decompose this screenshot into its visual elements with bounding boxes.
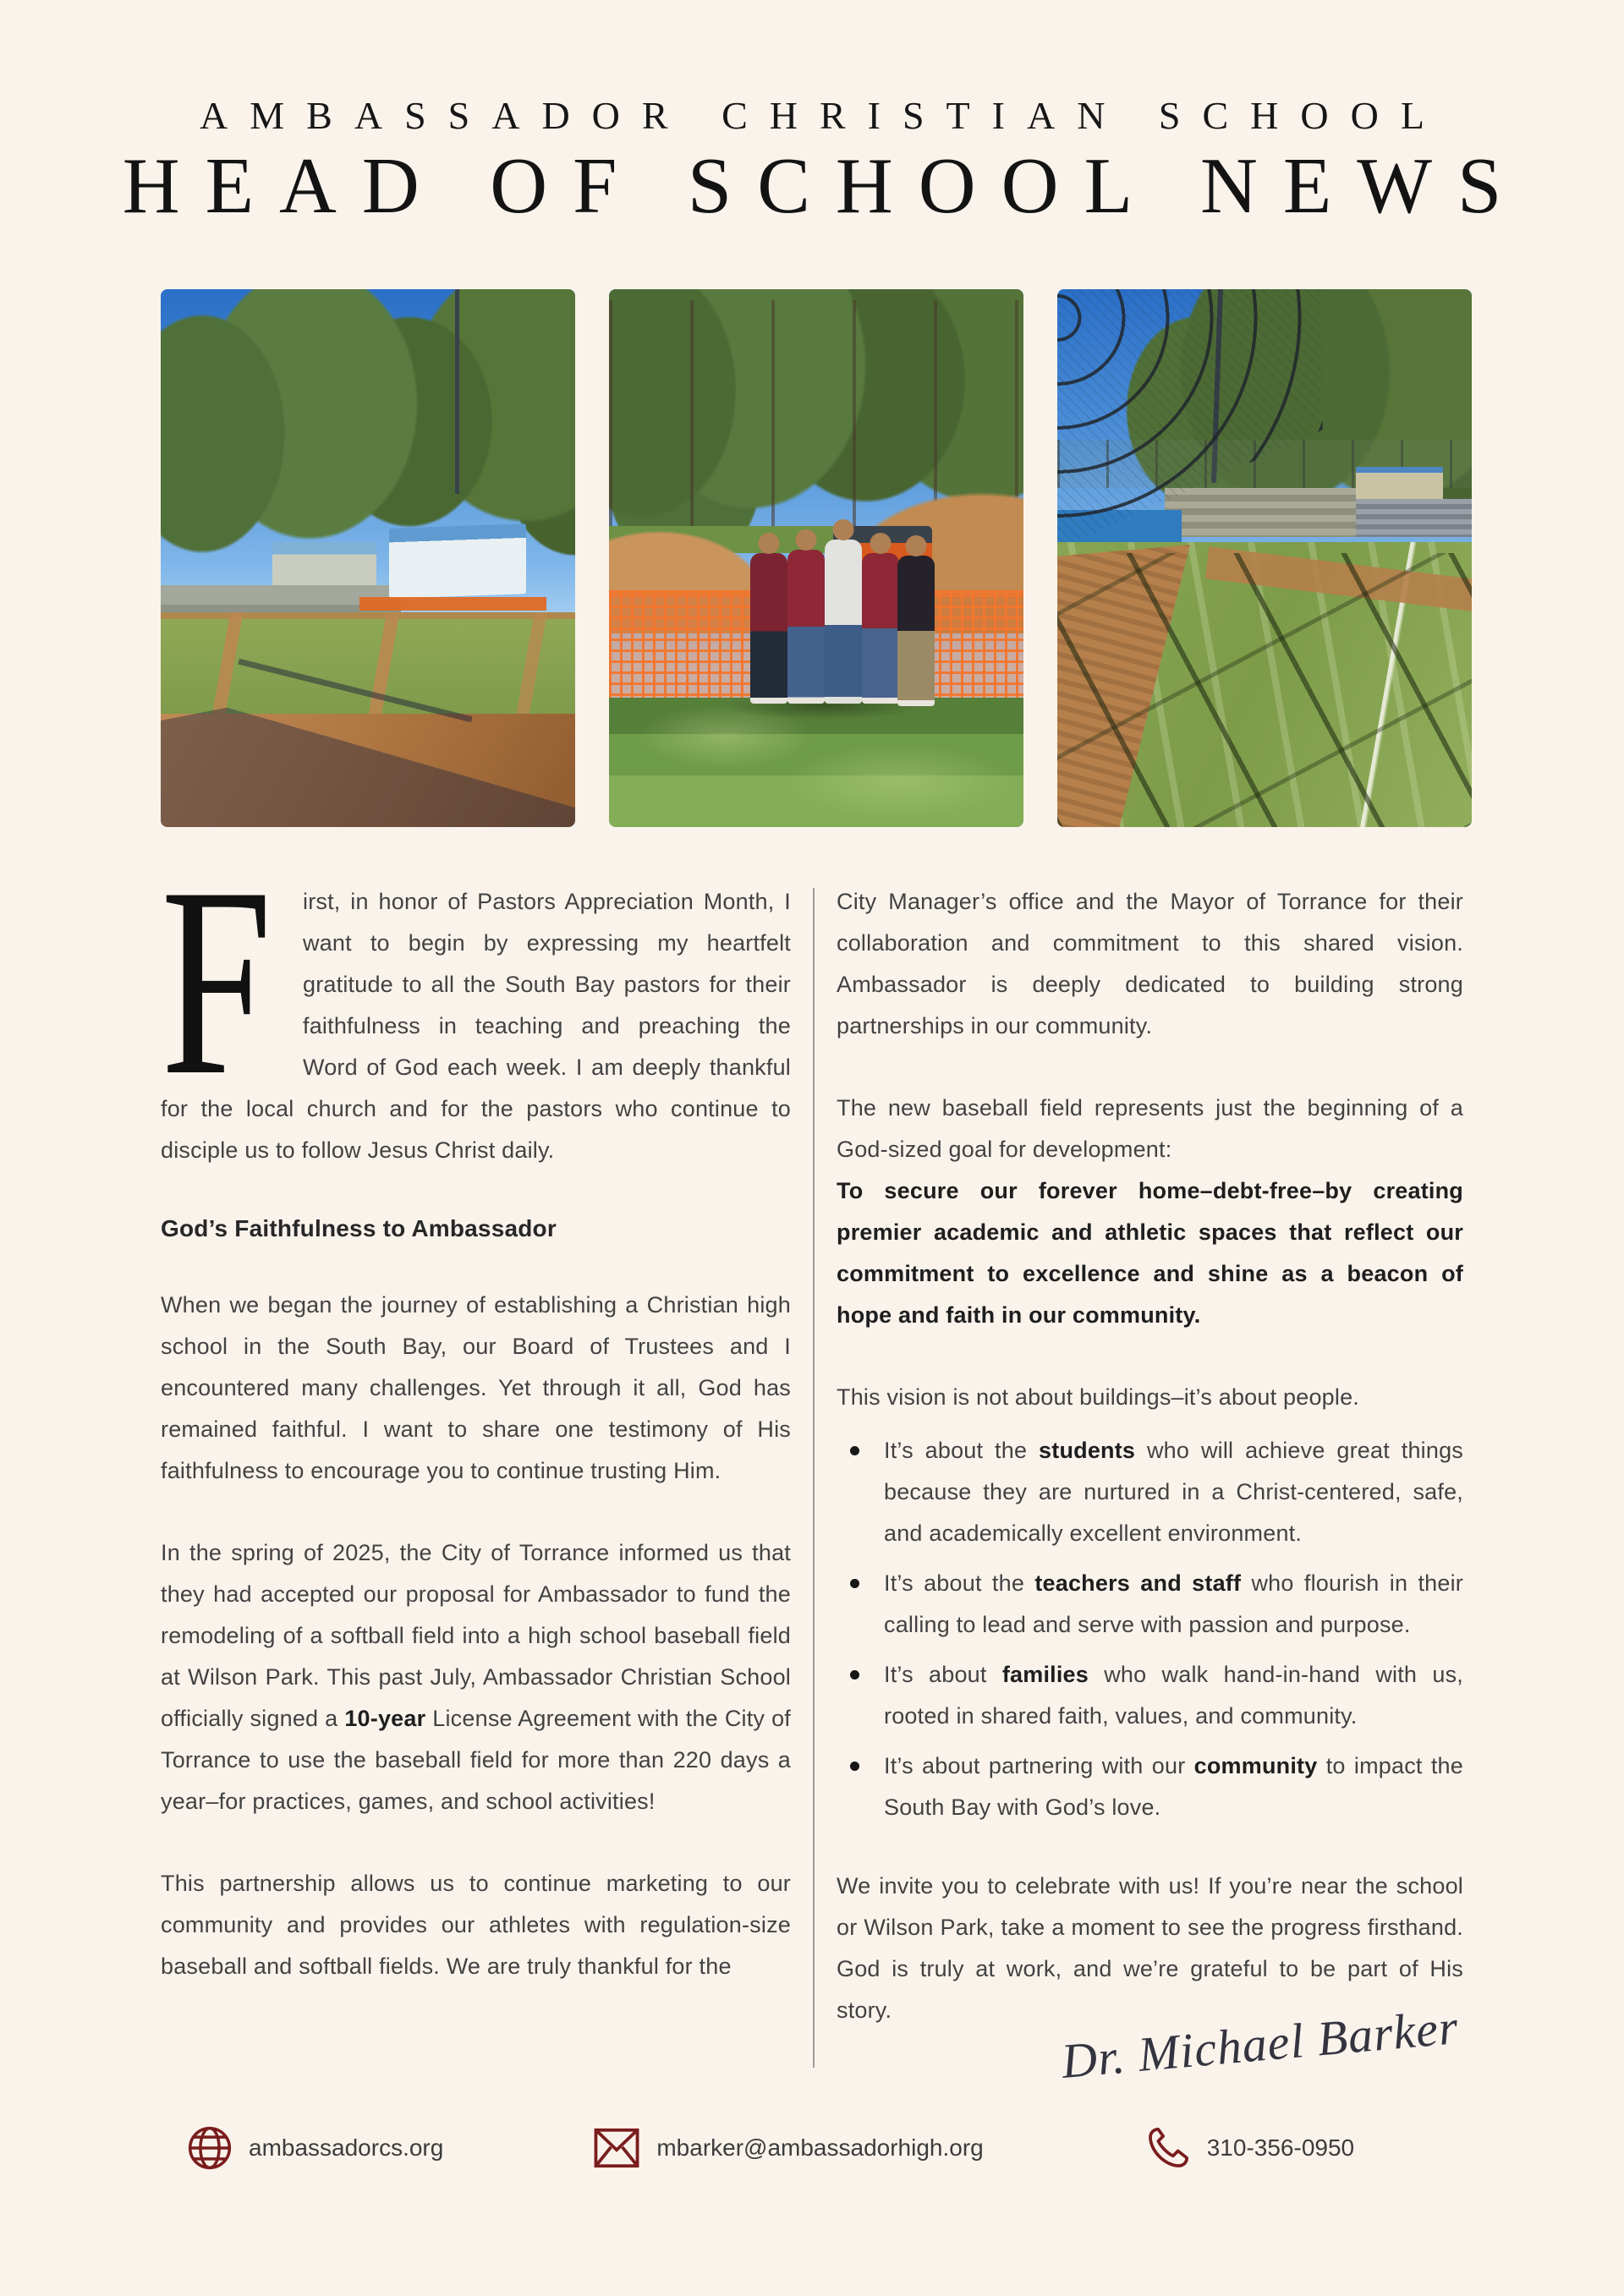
list-item-students (837, 1430, 1463, 1554)
dugout-structure (272, 542, 376, 585)
bullet-text: It’s about the (884, 1438, 1040, 1463)
bullet-bold: families (1001, 1662, 1089, 1687)
sod-field (161, 612, 575, 726)
bullet-text: It’s about the (884, 1570, 1035, 1596)
photo-baseline-sod (1057, 289, 1472, 827)
phone-icon (1144, 2124, 1192, 2172)
list-item-families (837, 1654, 1463, 1737)
person-1 (750, 553, 787, 704)
agreement-text-post: License Agreement with the City of Torrance to use the baseball field for more than 220 days a year–for practices, games, and school activities! (161, 1706, 791, 1814)
section-heading: God’s Faithfulness to Ambassador (161, 1215, 557, 1241)
bullet-bold: teachers and staff (1034, 1570, 1242, 1596)
paragraph-invite: We invite you to celebrate with us! If you’re near the school or Wilson Park, take a moment to see the progress firsthand. God is truly at work, and we’re grateful to be part of His story. (837, 1873, 1463, 2023)
paragraph-city: City Manager’s office and the Mayor of Torrance for their collaboration and commitment to this shared vision. Ambassador is deeply dedicated to building strong partnerships in our community. (837, 889, 1463, 1038)
right-column (837, 881, 1463, 2089)
bullet-bold: students (1039, 1438, 1136, 1463)
phone-link[interactable] (1144, 2124, 1354, 2172)
school-name: AMBASSADOR CHRISTIAN SCHOOL (200, 94, 1446, 137)
concrete-bleachers (1165, 488, 1355, 536)
envelope-icon (592, 2126, 641, 2170)
metal-bleachers (1356, 499, 1472, 537)
fence-shadows (1057, 553, 1472, 827)
orange-construction-fence (359, 597, 546, 611)
newsletter-header (0, 0, 1624, 230)
signature: Dr. Michael Barker (1059, 1999, 1461, 2089)
person-3 (825, 540, 862, 704)
person-4 (862, 553, 899, 704)
paragraph-journey: When we began the journey of establishing a Christian high school in the South Bay, our Board of Trustees and I encountered many challenges. Yet through it all, God has remained faithful. I want to share one testimony of His faithfulness to encourage you to continue trusting Him. (161, 1292, 791, 1483)
bullet-text: It’s about partnering with our (884, 1753, 1194, 1778)
article-body (161, 832, 1463, 2089)
phone-text: 310-356-0950 (1206, 2134, 1355, 2161)
paragraph-intro (161, 832, 791, 1171)
email-text: mbarker@ambassadorhigh.org (656, 2134, 984, 2161)
paragraph-goal-lead: The new baseball field represents just the beginning of a God-sized goal for development: (837, 1095, 1463, 1162)
photo-team-group (609, 289, 1023, 827)
list-item-community (837, 1745, 1463, 1828)
column-divider (813, 888, 815, 2068)
website-text: ambassadorcs.org (249, 2134, 444, 2161)
bullet-text: who will achieve great things because they are nurtured in a Christ-centered, safe, and academically excellent environment. (884, 1438, 1463, 1546)
paragraph-partnership: This partnership allows us to continue marketing to our community and provides our athletes with regulation-size baseball and softball fields. We are truly thankful for the (161, 1871, 791, 1979)
light-pole (455, 289, 459, 494)
agreement-text-pre: In the spring of 2025, the City of Torrance informed us that they had accepted our proposal for Ambassador to fund the remodeling of a softball field into a high school baseball field at Wilson Park. This past July, Ambassador Christian School officially signed a (161, 1540, 791, 1731)
drop-cap: F (161, 832, 272, 1132)
page-title: HEAD OF SCHOOL NEWS (122, 141, 1528, 230)
globe-icon (186, 2124, 233, 2172)
agreement-text-bold: 10-year (344, 1706, 426, 1731)
photo-field-overview (161, 289, 575, 827)
list-item-teachers (837, 1563, 1463, 1646)
bullet-bold: community (1193, 1753, 1318, 1778)
paragraph-agreement (161, 1532, 791, 1822)
vision-list (837, 1430, 1463, 1828)
left-column (161, 832, 791, 2068)
contact-bar (161, 2124, 1463, 2172)
bullet-text: who walk hand-in-hand with us, rooted in shared faith, values, and community. (884, 1662, 1463, 1729)
bullet-text: to impact the South Bay with God’s love. (884, 1753, 1463, 1820)
bullet-text: It’s about (884, 1662, 1002, 1687)
paragraph-vision: This vision is not about buildings–it’s about people. (837, 1384, 1359, 1410)
email-link[interactable] (592, 2126, 983, 2170)
website-link[interactable] (186, 2124, 443, 2172)
paragraph-goal-bold: To secure our forever home–debt-free–by creating premier academic and athletic spaces that reflect our commitment to excellence and shine as a beacon of hope and faith in our community. (837, 1178, 1463, 1328)
person-2 (787, 550, 825, 703)
photo-strip (161, 289, 1463, 827)
paragraph-intro-text: irst, in honor of Pastors Appreciation Month, I want to begin by expressing my heartfelt gratitude to all the South Bay pastors for their faithfulness in teaching and preaching the Word of God each week. I am deeply thankful for the local church and for the pastors who continue to disciple us to follow Jesus Christ daily. (161, 889, 791, 1163)
bullet-text: who flourish in their calling to lead and serve with passion and purpose. (884, 1570, 1463, 1637)
person-5 (897, 556, 935, 706)
